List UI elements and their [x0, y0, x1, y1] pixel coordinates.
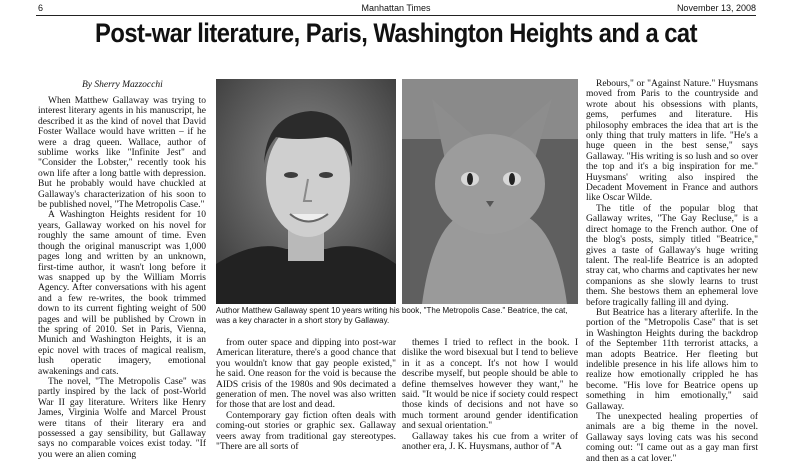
- cat-portrait-image: [402, 79, 578, 304]
- article-paragraph: from outer space and dipping into post-war American literature, there's a good chance that you wouldn't know that gay people existed," he said. One reason for the void is because the AIDS crisis of the 1980s and 90s decimated a generation of men. The novel was also written for those that are lost and dead.: [216, 338, 396, 411]
- article-paragraph: The unexpected healing properties of animals are a big theme in the novel. Gallaway says loving cats was his second coming out: "I came out as a gay man first and then as a cat lover.": [586, 412, 758, 464]
- column-4: [586, 79, 758, 466]
- page-header: [0, 3, 792, 15]
- author-portrait-image: [216, 79, 396, 304]
- article-paragraph: Rebours," or "Against Nature." Huysmans moved from Paris to the countryside and wrote about his obsessions with plants, gems, perfumes and literature. His philosophy embraces the idea that art is the only thing that truly matters in life. "He's a huge queen in the best sense," says Gallaway. "His writing is so lush and so over the top and it's a big inspiration for me." Huysmans' writing also inspired the Decadent Movement in France and authors like Oscar Wilde.: [586, 79, 758, 204]
- photo-caption: Author Matthew Gallaway spent 10 years writing his book, "The Metropolis Case." Beatrice, the cat, was a key character in a short story by Gallaway.: [216, 306, 568, 325]
- article-paragraph: Gallaway takes his cue from a writer of another era, J. K. Huysmans, author of "A: [402, 431, 578, 453]
- article-paragraph: A Washington Heights resident for 10 years, Gallaway worked on his novel for roughly the same amount of time. Even though the original manuscript was 1,000 pages long and written by an unknown, first-time author, it wasn't long before it was snapped up by the William Morris Agency. After conversations with his agent and a few re-writes, the book trimmed down to its current fighting weight of 500 pages and will be published by Crown in the spring of 2010. Set in Paris, Vienna, Munich and Washington Heights, it is an epic novel with traces of magical realism, lush operatic imagery, emotional awakenings and cats.: [38, 210, 206, 377]
- page-number: 6: [38, 3, 44, 13]
- issue-date: November 13, 2008: [676, 3, 756, 13]
- publication-name: Manhattan Times: [361, 3, 431, 13]
- article-paragraph: Contemporary gay fiction often deals with coming-out stories or graphic sex. Gallaway veers away from traditional gay stereotypes. "There are all sorts of: [216, 410, 396, 453]
- headline: Post-war literature, Paris, Washington Heights and a cat: [95, 18, 697, 48]
- column-3: [402, 338, 578, 466]
- article-paragraph: But Beatrice has a literary afterlife. In the portion of the "Metropolis Case" that is set in Washington Heights during the backdrop of the September 11th terrorist attacks, a man adopts Beatrice. Her fleeting but indelible presence in his life allows him to realize how emotionally crippled he has become. "His love for Beatrice opens up something in him emotionally," said Gallaway.: [586, 307, 758, 412]
- header-rule: [36, 15, 756, 16]
- column-1: [38, 96, 206, 466]
- article-paragraph: When Matthew Gallaway was trying to interest literary agents in his manuscript, he described it as the kind of novel that David Foster Wallace would have written – if he were a drag queen. Wallace, author of sublime works like "Infinite Jest" and "Consider the Lobster," recently took his own life after a long battle with depression. But he probably would have chuckled at Gallaway's characterization of his soon to be published novel, "The Metropolis Case.": [38, 96, 206, 211]
- article-paragraph: themes I tried to reflect in the book. I dislike the word bisexual but I tend to believe in it as a concept. It's not how I would describe myself, but people should be able to define themselves however they want," he said. "It would be nice if society could respect those kinds of decisions and not have so much torment around gender identification and sexual orientation.": [402, 338, 578, 432]
- article-paragraph: The novel, "The Metropolis Case" was partly inspired by the lack of post-World War II gay literature. Writers like Henry James, Virginia Wolfe and Marcel Proust were titans of their literary era and possessed a gay sensibility, but Gallaway says no comparable voices exist today. "If you were an alien coming: [38, 376, 206, 460]
- author-photo: [216, 79, 396, 304]
- column-2: [216, 338, 396, 466]
- article-paragraph: The title of the popular blog that Gallaway writes, "The Gay Recluse," is a direct homage to the French author. One of the blog's posts, simply titled "Beatrice," gives a taste of Gallaway's huge writing talent. The real-life Beatrice is an adopted stray cat, who charms and captivates her new companions as she slowly learns to trust them. She bestows them an ephemeral love before tragically falling ill and dying.: [586, 203, 758, 308]
- cat-photo: [402, 79, 578, 304]
- byline: By Sherry Mazzocchi: [82, 80, 163, 90]
